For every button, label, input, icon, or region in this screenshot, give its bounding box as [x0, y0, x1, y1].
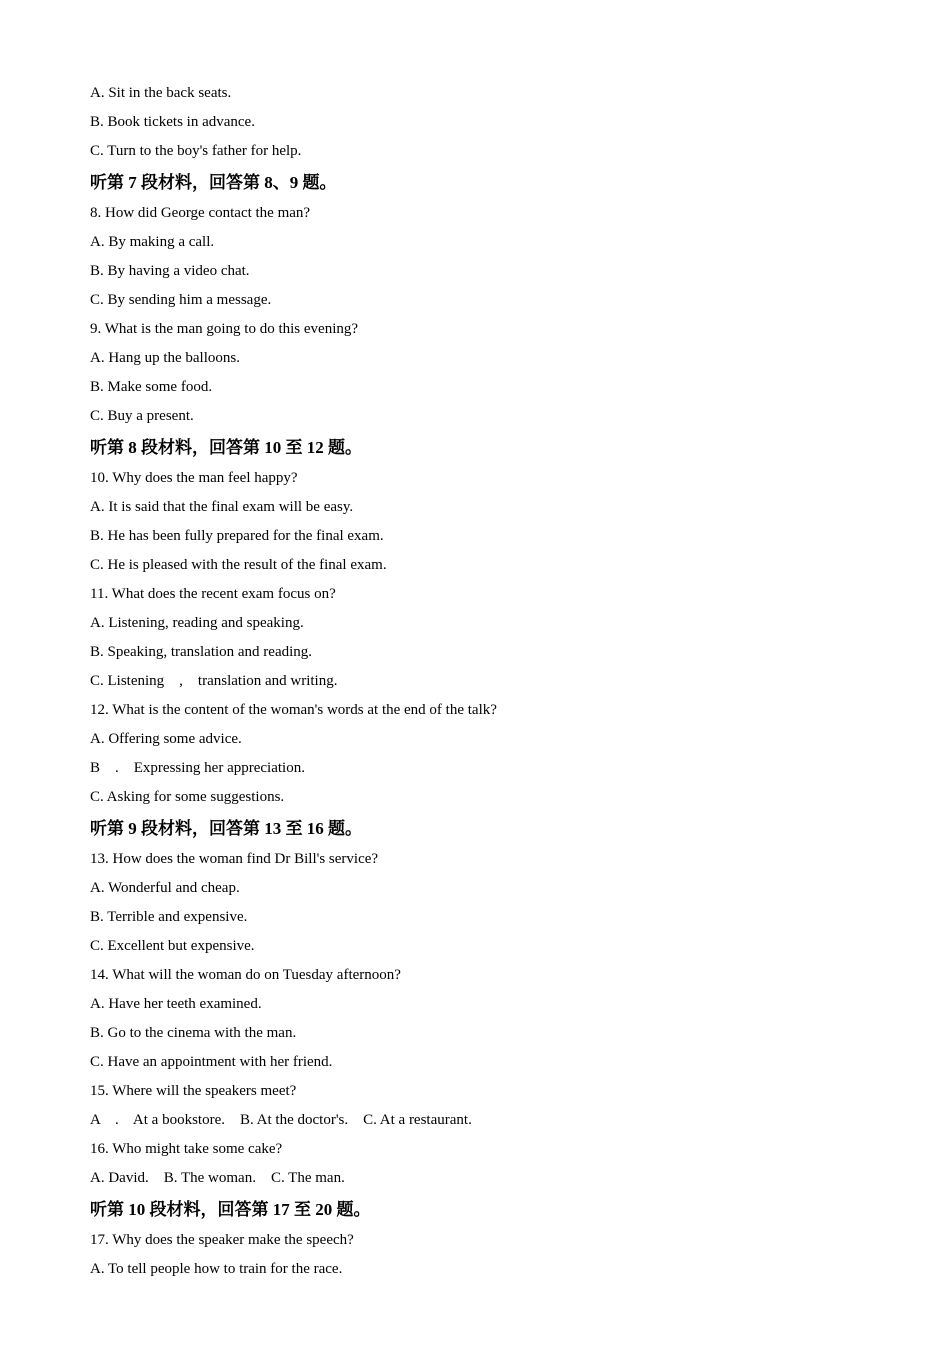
question-text: 10. Why does the man feel happy?: [90, 470, 298, 486]
option-text: A. It is said that the final exam will be easy.: [90, 499, 354, 515]
option-text: A. Sit in the back seats.: [90, 85, 232, 101]
option-text: C. By sending him a message.: [90, 292, 272, 308]
question-text: 13. How does the woman find Dr Bill's service?: [90, 851, 379, 867]
option-text: C. Buy a present.: [90, 408, 194, 424]
option-text: C. Excellent but expensive.: [90, 938, 255, 954]
option-text: A . At a bookstore. B. At the doctor's. C. At a restaurant.: [90, 1112, 472, 1128]
option-text: B. Speaking, translation and reading.: [90, 644, 313, 660]
question-text: 14. What will the woman do on Tuesday afternoon?: [90, 967, 401, 983]
question-text: 9. What is the man going to do this evening?: [90, 321, 359, 337]
question-text: 17. Why does the speaker make the speech?: [90, 1232, 354, 1248]
section-heading: 听第 7 段材料，回答第 8、9 题。: [90, 173, 337, 192]
option-text: A. By making a call.: [90, 234, 215, 250]
option-text: C. Have an appointment with her friend.: [90, 1054, 333, 1070]
document-page: [90, 79, 890, 1284]
question-text: 11. What does the recent exam focus on?: [90, 586, 336, 602]
option-text: A. Hang up the balloons.: [90, 350, 240, 366]
option-text: B. Terrible and expensive.: [90, 909, 248, 925]
option-text: A. Listening, reading and speaking.: [90, 615, 304, 631]
option-text: B. Make some food.: [90, 379, 213, 395]
option-text: A. Offering some advice.: [90, 731, 242, 747]
option-text: C. Listening , translation and writing.: [90, 673, 338, 689]
option-text: C. Turn to the boy's father for help.: [90, 143, 302, 159]
section-heading: 听第 8 段材料，回答第 10 至 12 题。: [90, 438, 362, 457]
option-text: B . Expressing her appreciation.: [90, 760, 305, 776]
option-text: A. David. B. The woman. C. The man.: [90, 1170, 345, 1186]
section-heading: 听第 9 段材料，回答第 13 至 16 题。: [90, 819, 362, 838]
section-heading: 听第 10 段材料，回答第 17 至 20 题。: [90, 1200, 371, 1219]
option-text: B. Book tickets in advance.: [90, 114, 255, 130]
option-text: C. Asking for some suggestions.: [90, 789, 285, 805]
option-text: B. By having a video chat.: [90, 263, 250, 279]
option-text: B. He has been fully prepared for the final exam.: [90, 528, 384, 544]
question-text: 12. What is the content of the woman's words at the end of the talk?: [90, 702, 497, 718]
option-text: B. Go to the cinema with the man.: [90, 1025, 297, 1041]
option-text: A. To tell people how to train for the race.: [90, 1261, 343, 1277]
question-text: 16. Who might take some cake?: [90, 1141, 283, 1157]
question-text: 15. Where will the speakers meet?: [90, 1083, 297, 1099]
question-text: 8. How did George contact the man?: [90, 205, 311, 221]
option-text: A. Wonderful and cheap.: [90, 880, 240, 896]
option-text: A. Have her teeth examined.: [90, 996, 262, 1012]
option-text: C. He is pleased with the result of the final exam.: [90, 557, 387, 573]
